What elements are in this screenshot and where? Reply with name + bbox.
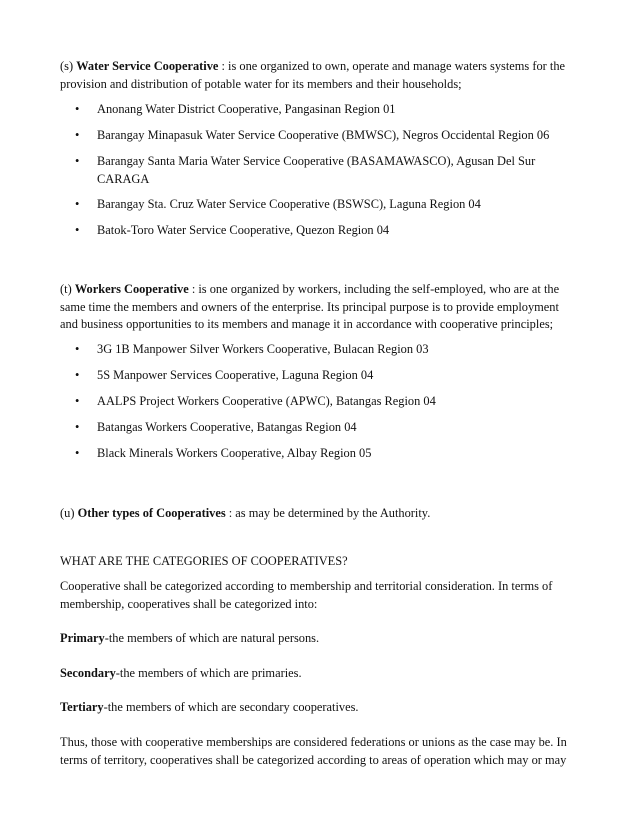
- secondary-text: -the members of which are primaries.: [115, 666, 302, 680]
- section-s-prefix: (s): [60, 59, 74, 73]
- section-u-text: : as may be determined by the Authority.: [228, 506, 431, 520]
- section-s-definition: [60, 58, 575, 93]
- section-t-definition: [60, 281, 575, 334]
- bullet-icon: •: [75, 368, 80, 382]
- list-item-text: Barangay Sta. Cruz Water Service Cooperative (BSWSC), Laguna Region 04: [97, 197, 481, 211]
- section-t-term: Workers Cooperative: [74, 282, 189, 296]
- tertiary-text: -the members of which are secondary cooperatives.: [103, 700, 359, 714]
- bullet-icon: •: [75, 394, 80, 408]
- section-t-prefix: (t): [60, 282, 72, 296]
- list-item-text: Batok-Toro Water Service Cooperative, Quezon Region 04: [97, 223, 390, 237]
- section-s-text: : is one organized to own, operate and manage waters systems for the provision and distribution of potable water for its members and their households;: [60, 59, 566, 91]
- bullet-icon: •: [75, 128, 80, 142]
- section-u-prefix: (u): [60, 506, 75, 520]
- secondary-term: Secondary: [60, 666, 116, 680]
- bullet-icon: •: [75, 197, 80, 211]
- tertiary-term: Tertiary: [60, 700, 104, 714]
- list-item-text: Barangay Santa Maria Water Service Cooperative (BASAMAWASCO), Agusan Del Sur CARAGA: [97, 154, 536, 186]
- list-item-text: Anonang Water District Cooperative, Pangasinan Region 01: [97, 102, 396, 116]
- bullet-icon: •: [75, 154, 80, 168]
- list-item-text: 3G 1B Manpower Silver Workers Cooperative, Bulacan Region 03: [97, 342, 429, 356]
- list-item-text: Black Minerals Workers Cooperative, Albay Region 05: [97, 446, 372, 460]
- primary-text: -the members of which are natural persons.: [104, 631, 320, 645]
- section-u-term: Other types of Cooperatives: [77, 506, 226, 520]
- bullet-icon: •: [75, 420, 80, 434]
- category-tertiary: [60, 699, 575, 717]
- section-t-text: : is one organized by workers, including the self-employed, who are at the same time the members and owners of the enterprise. Its principal purpose is to provide employment and business opportunities to its members and manage it in accordance with cooperative principles;: [60, 282, 560, 331]
- list-item-text: AALPS Project Workers Cooperative (APWC), Batangas Region 04: [97, 394, 436, 408]
- bullet-icon: •: [75, 223, 80, 237]
- bullet-icon: •: [75, 342, 80, 356]
- list-item-text: 5S Manpower Services Cooperative, Laguna Region 04: [97, 368, 374, 382]
- list-item-text: Batangas Workers Cooperative, Batangas Region 04: [97, 420, 357, 434]
- section-s-term: Water Service Cooperative: [76, 59, 219, 73]
- category-secondary: [60, 665, 575, 683]
- category-primary: [60, 630, 575, 648]
- categories-intro: Cooperative shall be categorized according to membership and territorial consideration. In terms of membership, cooperatives shall be categorized into:: [60, 579, 553, 611]
- primary-term: Primary: [60, 631, 105, 645]
- bullet-icon: •: [75, 102, 80, 116]
- bullet-icon: •: [75, 446, 80, 460]
- categories-closing: Thus, those with cooperative memberships are considered federations or unions as the case may be. In terms of territory, cooperatives shall be categorized according to areas of operation which may or may: [60, 735, 567, 767]
- categories-heading: WHAT ARE THE CATEGORIES OF COOPERATIVES?: [60, 554, 348, 568]
- section-u-definition: [60, 505, 575, 523]
- list-item-text: Barangay Minapasuk Water Service Cooperative (BMWSC), Negros Occidental Region 06: [97, 128, 550, 142]
